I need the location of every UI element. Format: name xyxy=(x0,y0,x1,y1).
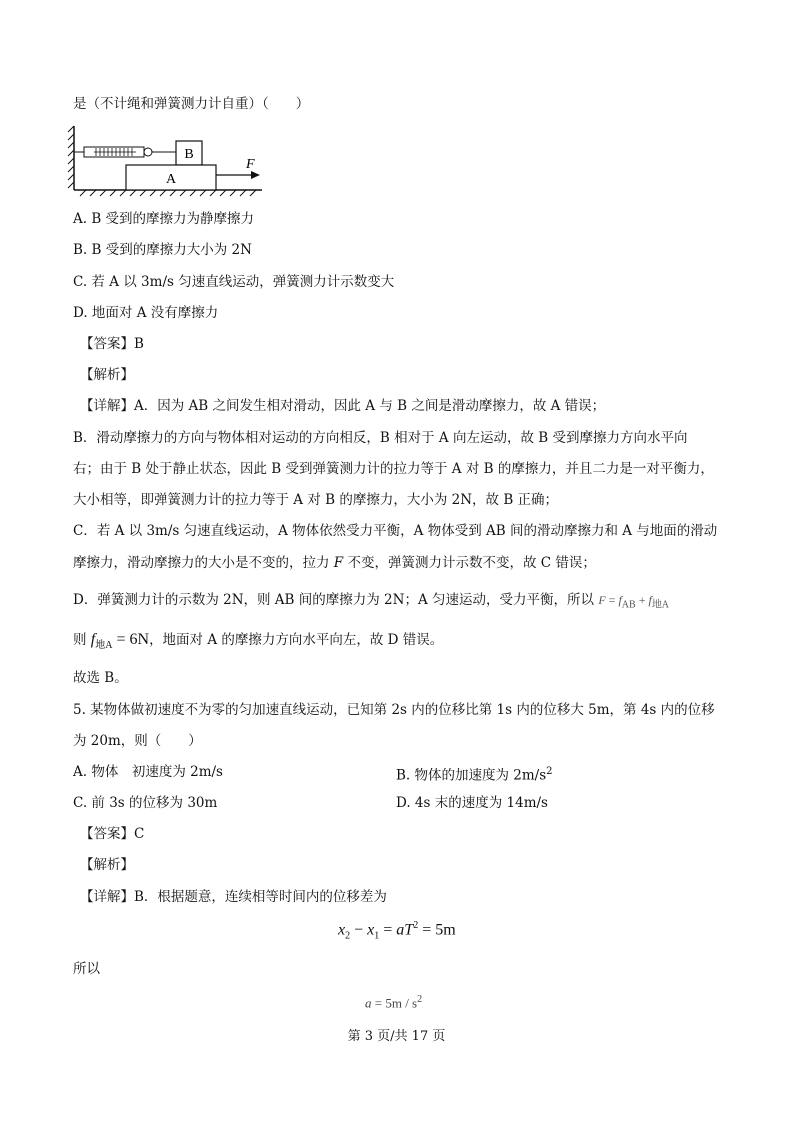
detail-line-1: 【详解】A．因为 AB 之间发生相对滑动，因此 A 与 B 之间是滑动摩擦力，故 A 错误； xyxy=(80,398,606,414)
option-b: B. B 受到的摩擦力大小为 2N xyxy=(73,242,252,258)
question-5-line-1: 5. 某物体做初速度不为零的匀加速直线运动，已知第 2s 内的位移比第 1s 内的位移大 5m，第 4s 内的位移 xyxy=(73,702,715,718)
q5-detail-line-1: 【详解】B．根据题意，连续相等时间内的位移差为 xyxy=(80,889,387,905)
block-b-label: B xyxy=(184,147,194,162)
acceleration-equation: $a = 5m / s^2$ xyxy=(365,994,423,1011)
question-5-line-2: 为 20m，则（ ） xyxy=(73,733,202,749)
q5-option-b: B. 物体的加速度为 $2m/s^2$ xyxy=(396,766,553,784)
detail-line-3: 右；由于 B 处于静止状态，因此 B 受到弹簧测力计的拉力等于 A 对 B 的摩擦力，并且二力是一对平衡力， xyxy=(73,461,714,477)
answer-label-5: 【答案】C xyxy=(80,826,145,842)
detail-line-4: 大小相等，即弹簧测力计的拉力等于 A 对 B 的摩擦力，大小为 2N，故 B 正确； xyxy=(73,492,559,508)
displacement-difference-equation: $x_2 - x_1 = aT^2 = 5m$ xyxy=(338,920,456,942)
ground-friction-equation: $f_{地A} = 6N$ xyxy=(90,631,150,652)
detail-line-2: B．滑动摩擦力的方向与物体相对运动的方向相反，B 相对于 A 向左运动，故 B 受到摩擦力方向水平向 xyxy=(73,430,688,446)
detail-line-5: C．若 A 以 3m/s 匀速直线运动，A 物体依然受力平衡，A 物体受到 AB 间的滑动摩擦力和 A 与地面的滑动 xyxy=(73,523,718,539)
answer-label-4: 【答案】B xyxy=(80,336,144,352)
choose-b: 故选 B。 xyxy=(73,670,128,686)
therefore-label: 所以 xyxy=(73,961,100,977)
force-f-label: F xyxy=(246,157,255,172)
q5-option-a: A. 物体 初速度为 2m/s xyxy=(73,764,223,780)
analysis-label-4: 【解析】 xyxy=(80,367,134,383)
friction-sum-equation: $F = f_{AB} + f_{地A}$ xyxy=(598,593,670,611)
option-c: C. 若 A 以 3m/s 匀速直线运动，弹簧测力计示数变大 xyxy=(73,274,395,290)
question-stem-end: 是（不计绳和弹簧测力计自重）（ ） xyxy=(73,96,310,112)
option-d: D. 地面对 A 没有摩擦力 xyxy=(73,305,219,321)
spring-block-diagram xyxy=(66,122,266,198)
option-a: A. B 受到的摩擦力为静摩擦力 xyxy=(73,211,255,227)
detail-line-8: 则 $f_{地A} = 6N$，地面对 A 的摩擦力方向水平向左，故 D 错误。 xyxy=(73,631,444,652)
detail-line-7: D．弹簧测力计的示数为 2N，则 AB 间的摩擦力为 2N；A 匀速运动，受力平衡，所以 $F = f_{AB} + f_{地A}$ xyxy=(73,592,670,611)
block-a-label: A xyxy=(165,172,177,187)
detail-line-6: 摩擦力，滑动摩擦力的大小是不变的，拉力 F 不变，弹簧测力计示数不变，故 C 错误； xyxy=(73,555,596,571)
analysis-label-5: 【解析】 xyxy=(80,857,134,873)
q5-option-c: C. 前 3s 的位移为 30m xyxy=(73,795,218,811)
page-footer: 第 3 页/共 17 页 xyxy=(347,1029,446,1044)
q5-option-d: D. 4s 末的速度为 14m/s xyxy=(396,795,548,811)
